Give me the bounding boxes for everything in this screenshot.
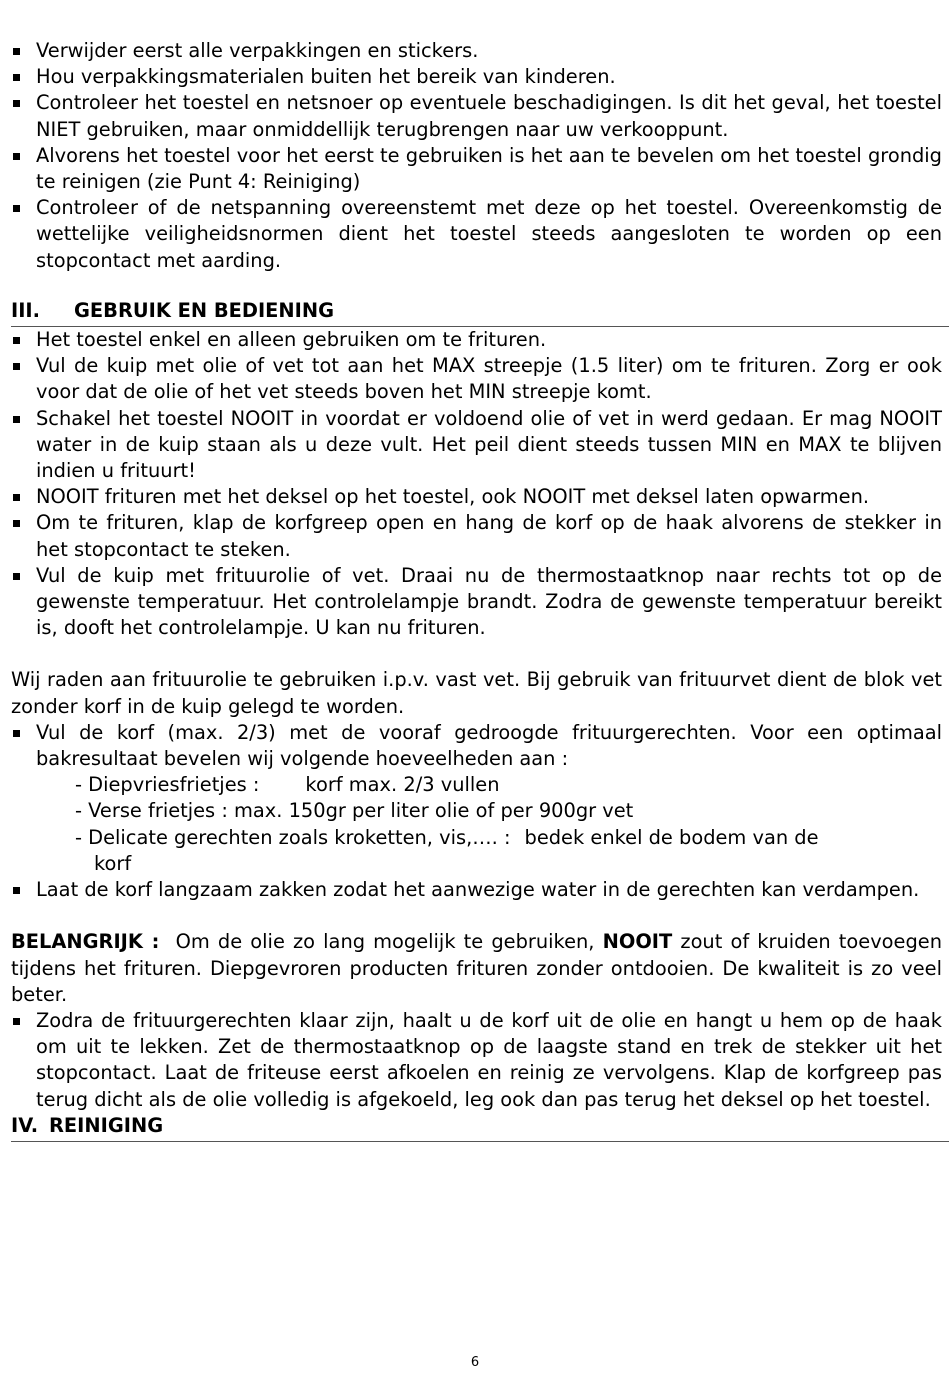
quantity-line-fresh: - Verse frietjes : max. 150gr per liter olie of per 900gr vet bbox=[75, 799, 634, 823]
section-title: REINIGING bbox=[49, 1113, 164, 1137]
list-item: Om te frituren, klap de korfgreep open en hang de korf op de haak alvorens de stekker in het stopcontact te steken. bbox=[11, 510, 942, 562]
important-text: Om de olie zo lang mogelijk te gebruiken, bbox=[175, 930, 595, 954]
quantity-line-continuation: korf bbox=[94, 851, 132, 875]
list-item: Vul de kuip met olie of vet tot aan het MAX streepje (1.5 liter) om te frituren. Zorg er ook voor dat de olie of het vet steeds boven het MIN streepje komt. bbox=[11, 353, 942, 405]
section-heading-reiniging bbox=[11, 1113, 949, 1142]
quantity-line-frozen bbox=[75, 772, 942, 798]
advice-paragraph: Wij raden aan frituurolie te gebruiken i.p.v. vast vet. Bij gebruik van frituurvet dient de blok vet zonder korf in de kuip gelegd te worden. bbox=[11, 668, 942, 718]
section-number: IV. bbox=[11, 1113, 39, 1137]
intro-bullet-list bbox=[11, 38, 942, 274]
document-page bbox=[11, 38, 942, 1142]
section-number: III. bbox=[11, 298, 41, 322]
list-item: Controleer het toestel en netsnoer op eventuele beschadigingen. Is dit het geval, het toestel NIET gebruiken, maar onmiddellijk terugbrengen naar uw verkooppunt. bbox=[11, 90, 942, 142]
important-emphasis: NOOIT bbox=[602, 930, 673, 954]
list-item: Verwijder eerst alle verpakkingen en stickers. bbox=[11, 38, 942, 64]
final-bullet-list bbox=[11, 1008, 942, 1113]
important-note bbox=[11, 929, 942, 1008]
important-text: zout of kruiden toevoegen tijdens het frituren. Diepgevroren producten frituren zonder ontdooien. De kwaliteit is zo veel beter. bbox=[11, 930, 943, 1006]
quantity-label: - Diepvriesfrietjes : bbox=[75, 773, 260, 797]
quantities-list bbox=[11, 772, 942, 877]
list-item: Hou verpakkingsmaterialen buiten het bereik van kinderen. bbox=[11, 64, 942, 90]
list-item: Alvorens het toestel voor het eerst te gebruiken is het aan te bevelen om het toestel grondig te reinigen (zie Punt 4: Reiniging) bbox=[11, 143, 942, 195]
quantity-line-delicate bbox=[75, 825, 942, 851]
important-label: BELANGRIJK : bbox=[11, 930, 160, 954]
list-item: Controleer of de netspanning overeenstemt met deze op het toestel. Overeenkomstig de wettelijke veiligheidsnormen dient het toestel steeds aangesloten te worden op een stopcontact met aarding. bbox=[11, 195, 942, 274]
lower-bullet-list bbox=[11, 877, 942, 903]
list-item: Zodra de frituurgerechten klaar zijn, haalt u de korf uit de olie en hangt u hem op de haak om uit te lekken. Zet de thermostaatknop op de laagste stand en trek de stekker uit het stopcontact. Laat de friteuse eerst afkoelen en reinig ze vervolgens. Klap de korfgreep pas terug dicht als de olie volledig is afgekoeld, leg ook dan pas terug het deksel op het toestel. bbox=[11, 1008, 942, 1113]
list-item: Laat de korf langzaam zakken zodat het aanwezige water in de gerechten kan verdampen. bbox=[11, 877, 942, 903]
list-item: NOOIT frituren met het deksel op het toestel, ook NOOIT met deksel laten opwarmen. bbox=[11, 484, 942, 510]
page-number: 6 bbox=[470, 1355, 480, 1370]
list-item: Vul de korf (max. 2/3) met de vooraf gedroogde frituurgerechten. Voor een optimaal bakresultaat bevelen wij volgende hoeveelheden aan : bbox=[11, 720, 942, 772]
section-title: GEBRUIK EN BEDIENING bbox=[74, 298, 335, 322]
basket-bullet-list bbox=[11, 720, 942, 772]
quantity-value: bedek enkel de bodem van de bbox=[524, 825, 819, 849]
quantity-label: - Delicate gerechten zoals kroketten, vis,…. : bbox=[75, 825, 511, 849]
usage-bullet-list bbox=[11, 327, 942, 641]
list-item: Schakel het toestel NOOIT in voordat er voldoend olie of vet in werd gedaan. Er mag NOOIT water in de kuip staan als u deze vult. Het peil dient steeds tussen MIN en MAX te blijven indien u frituurt! bbox=[11, 406, 942, 485]
list-item: Vul de kuip met frituurolie of vet. Draai nu de thermostaatknop naar rechts tot op de gewenste temperatuur. Het controlelampje brandt. Zodra de gewenste temperatuur bereikt is, dooft het controlelampje. U kan nu frituren. bbox=[11, 563, 942, 642]
quantity-value: korf max. 2/3 vullen bbox=[305, 773, 500, 797]
section-heading-gebruik bbox=[11, 298, 949, 327]
list-item: Het toestel enkel en alleen gebruiken om te frituren. bbox=[11, 327, 942, 353]
